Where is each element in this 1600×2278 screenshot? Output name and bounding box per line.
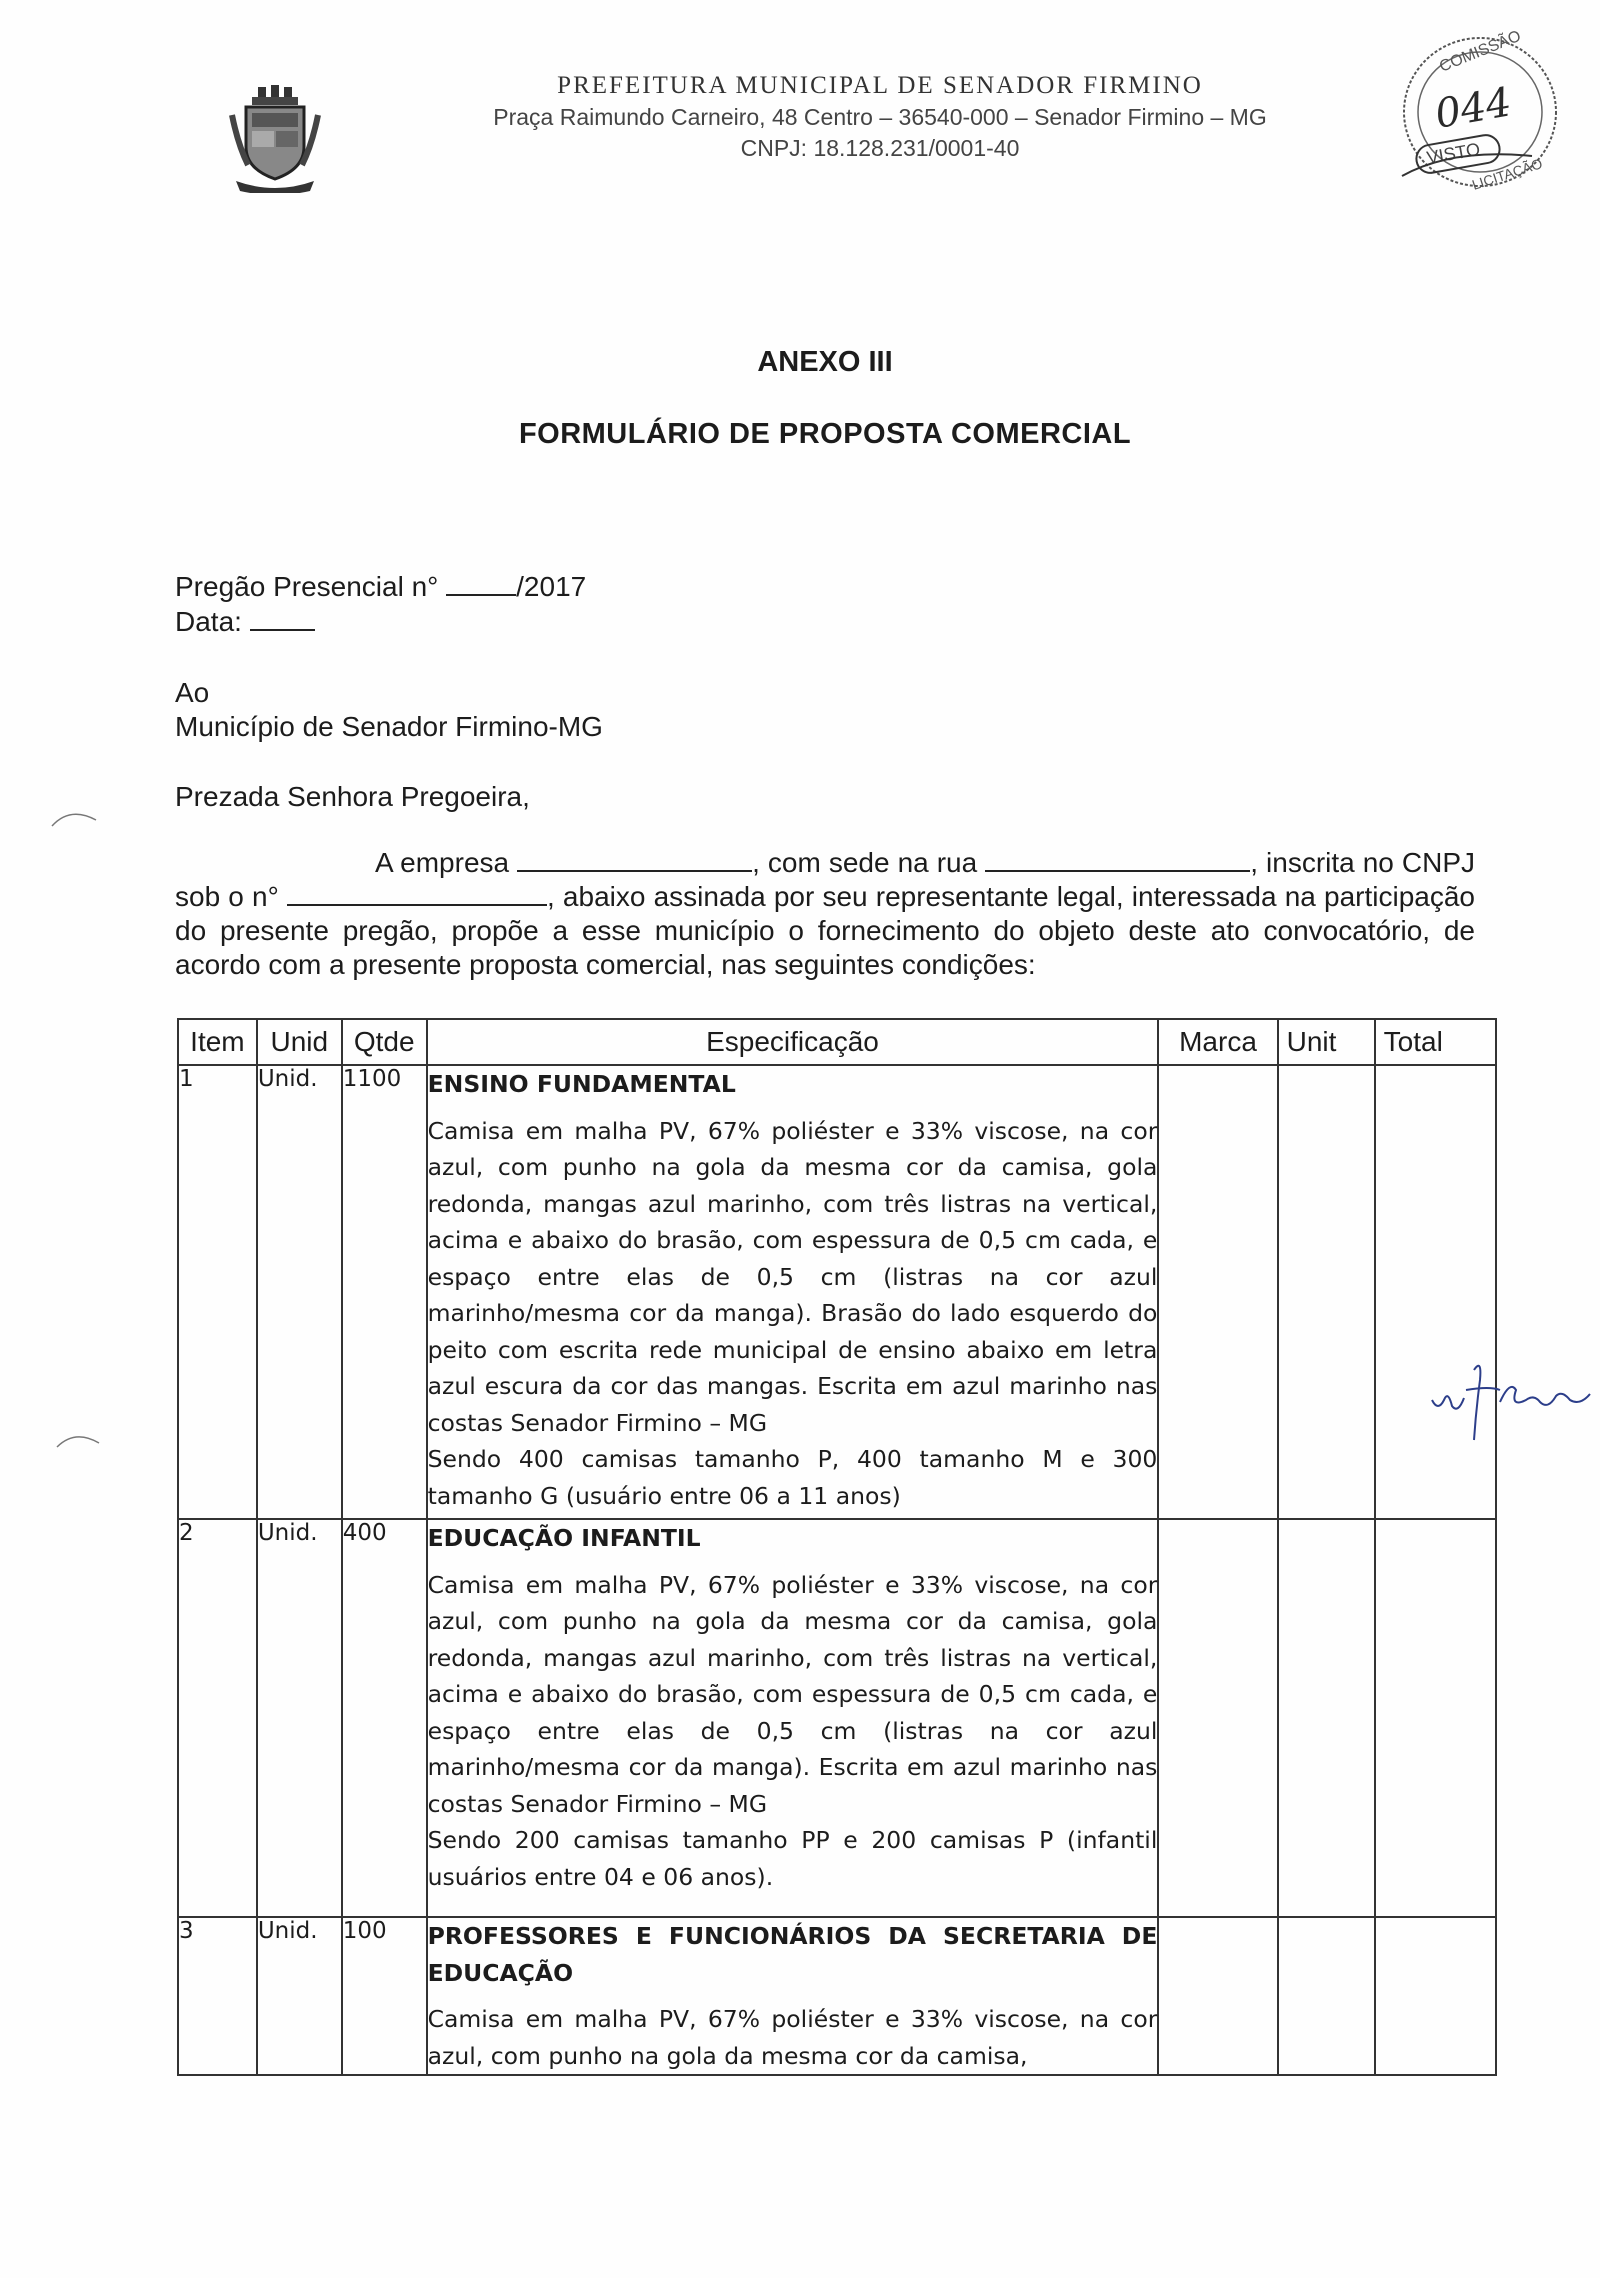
annex-title: ANEXO III	[757, 346, 893, 378]
row-marca-cell[interactable]	[1158, 1065, 1277, 1519]
row-item: 2	[178, 1519, 257, 1917]
header-spec: Especificação	[427, 1019, 1159, 1065]
spec-title: PROFESSORES E FUNCIONÁRIOS DA SECRETARIA DE EDUCAÇÃO	[427, 1922, 1158, 1987]
table-header-row	[178, 1019, 1496, 1065]
date-field	[175, 605, 315, 639]
spec-title: EDUCAÇÃO INFANTIL	[427, 1524, 701, 1552]
header-unit: Unit	[1278, 1019, 1375, 1065]
street-blank[interactable]	[985, 846, 1250, 872]
row-total-cell[interactable]	[1375, 1519, 1496, 1917]
cnpj-blank[interactable]	[287, 880, 547, 906]
header-item: Item	[178, 1019, 257, 1065]
row-specification	[427, 1917, 1159, 2075]
header-total: Total	[1375, 1019, 1496, 1065]
pregao-label: Pregão Presencial n°	[175, 571, 439, 602]
paragraph-part-4: , abaixo assinada por seu representante legal, interessada na participação do presente pregão, propõe a esse município o fornecimento do objeto deste ato convocatório, de acordo com a presente proposta comercial, nas seguintes condições:	[175, 881, 1476, 980]
addressee-line2: Município de Senador Firmino-MG	[175, 711, 603, 742]
table-row	[178, 1519, 1496, 1917]
date-label: Data:	[175, 606, 242, 637]
paragraph-part-3: , inscrita no CNPJ sob o n°	[175, 847, 1476, 912]
header-marca: Marca	[1158, 1019, 1277, 1065]
stamp-page-number: 044	[1431, 79, 1515, 138]
row-total-cell[interactable]	[1375, 1065, 1496, 1519]
row-total-cell[interactable]	[1375, 1917, 1496, 2075]
stamp-top-text: COMISSÃO	[1437, 28, 1524, 76]
organization-address: Praça Raimundo Carneiro, 48 Centro – 36540-000 – Senador Firmino – MG	[493, 104, 1267, 130]
commission-stamp	[1382, 28, 1564, 198]
paragraph-part-1: A empresa	[375, 847, 510, 878]
spec-title: ENSINO FUNDAMENTAL	[427, 1070, 736, 1098]
organization-name: PREFEITURA MUNICIPAL DE SENADOR FIRMINO	[557, 72, 1203, 99]
row-unid: Unid.	[257, 1519, 342, 1917]
row-specification	[427, 1065, 1159, 1519]
handwritten-initials	[1430, 1360, 1600, 1450]
proposal-paragraph	[175, 846, 1475, 982]
pregao-field	[175, 570, 586, 604]
spec-description: Camisa em malha PV, 67% poliéster e 33% viscose, na cor azul, com punho na gola da mesma cor da camisa, gola redonda, mangas azul marinho, com três listras na vertical, acima e abaixo do brasão, com espessura de 0,5 cm cada, e espaço entre elas de 0,5 cm (listras na cor azul marinho/mesma cor da manga). Escrita em azul marinho nas costas Senador Firmino – MG	[427, 1570, 1158, 1818]
organization-cnpj: CNPJ: 18.128.231/0001-40	[740, 135, 1020, 161]
row-qtde: 1100	[342, 1065, 427, 1519]
row-specification	[427, 1519, 1159, 1917]
margin-mark	[55, 1425, 103, 1451]
stamp-bottom-text: LICITAÇÃO	[1469, 155, 1545, 193]
pregao-number-blank[interactable]	[446, 570, 516, 596]
proposal-table	[177, 1018, 1497, 2076]
row-unit-cell[interactable]	[1278, 1519, 1375, 1917]
salutation: Prezada Senhora Pregoeira,	[175, 781, 530, 812]
addressee-line1: Ao	[175, 677, 210, 708]
paragraph-part-2: , com sede na rua	[752, 847, 978, 878]
spec-description: Camisa em malha PV, 67% poliéster e 33% viscose, na cor azul, com punho na gola da mesma cor da camisa,	[427, 2005, 1158, 2070]
row-qtde: 400	[342, 1519, 427, 1917]
row-unit-cell[interactable]	[1278, 1917, 1375, 2075]
row-marca-cell[interactable]	[1158, 1519, 1277, 1917]
header-unid: Unid	[257, 1019, 342, 1065]
stamp-middle-text: VISTO	[1425, 138, 1482, 168]
spec-sizes: Sendo 400 camisas tamanho P, 400 tamanho M e 300 tamanho G (usuário entre 06 a 11 anos)	[427, 1445, 1158, 1510]
letterhead	[380, 72, 1380, 162]
spec-description: Camisa em malha PV, 67% poliéster e 33% viscose, na cor azul, com punho na gola da mesma cor da camisa, gola redonda, mangas azul marinho, com três listras na vertical, acima e abaixo do brasão, com espessura de 0,5 cm cada, e espaço entre elas de 0,5 cm (listras na cor azul marinho/mesma cor da manga). Brasão do lado esquerdo do peito com escrita rede municipal de ensino abaixo em letra azul escura da cor das mangas. Escrita em azul marinho nas costas Senador Firmino – MG	[427, 1116, 1158, 1437]
row-unid: Unid.	[257, 1065, 342, 1519]
table-row	[178, 1065, 1496, 1519]
row-marca-cell[interactable]	[1158, 1917, 1277, 2075]
date-blank[interactable]	[250, 605, 315, 631]
form-title: FORMULÁRIO DE PROPOSTA COMERCIAL	[518, 418, 1132, 450]
pregao-year: /2017	[516, 571, 587, 602]
table-row	[178, 1917, 1496, 2075]
row-unid: Unid.	[257, 1917, 342, 2075]
spec-sizes: Sendo 200 camisas tamanho PP e 200 camisas P (infantil usuários entre 04 e 06 anos).	[427, 1826, 1158, 1891]
row-item: 3	[178, 1917, 257, 2075]
row-unit-cell[interactable]	[1278, 1065, 1375, 1519]
municipal-crest-icon	[228, 85, 322, 193]
header-qtde: Qtde	[342, 1019, 427, 1065]
row-item: 1	[178, 1065, 257, 1519]
row-qtde: 100	[342, 1917, 427, 2075]
margin-mark	[50, 800, 100, 830]
company-name-blank[interactable]	[517, 846, 752, 872]
